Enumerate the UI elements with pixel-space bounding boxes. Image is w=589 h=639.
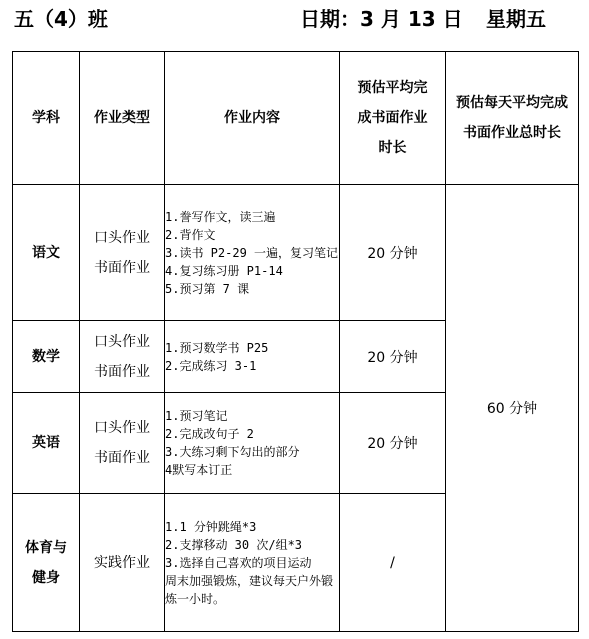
subject-chinese: 语文: [13, 185, 80, 321]
subject-math: 数学: [13, 321, 80, 393]
content-line: 1.预习笔记: [165, 409, 228, 423]
content-line: 2.支撑移动 30 次/组*3: [165, 537, 303, 552]
homework-type: 口头作业 书面作业: [80, 393, 165, 494]
table-header-row: [13, 52, 579, 185]
content-line: 4默写本订正: [165, 463, 233, 477]
header-subject: 学科: [13, 52, 80, 185]
subject-pe: 体育与 健身: [13, 494, 80, 632]
time-estimate: 20 分钟: [340, 185, 446, 321]
time-estimate: 20 分钟: [340, 321, 446, 393]
content-line: 4.复习练习册 P1-14: [165, 263, 283, 278]
weekday-label: 星期五: [486, 7, 546, 31]
date-label: 日期：3 月 13 日: [300, 7, 463, 31]
header-time: 预估平均完 成书面作业 时长: [340, 52, 446, 185]
homework-content: [165, 185, 340, 321]
total-time: 60 分钟: [446, 185, 579, 632]
content-line: 1.1 分钟跳绳*3: [165, 519, 257, 534]
header-type: 作业类型: [80, 52, 165, 185]
content-line: 3.大练习剩下勾出的部分: [165, 445, 300, 459]
homework-type: 口头作业 书面作业: [80, 321, 165, 393]
content-line: 3.选择自己喜欢的项目运动: [165, 555, 312, 570]
time-estimate: /: [340, 494, 446, 632]
header-content: 作业内容: [165, 52, 340, 185]
header-total: 预估每天平均完成 书面作业总时长: [446, 52, 579, 185]
table-row: [13, 185, 579, 321]
homework-table: [12, 51, 579, 632]
content-line: 1.预习数学书 P25: [165, 340, 269, 355]
content-line: 1.誊写作文，读三遍: [165, 209, 276, 224]
content-line: 2.完成改句子 2: [165, 427, 254, 441]
homework-content: [165, 393, 340, 494]
content-line: 周末加强锻炼，建议每天户外锻炼一小时。: [165, 573, 334, 606]
content-line: 5.预习第 7 课: [165, 281, 250, 296]
class-title: 五（4）班: [14, 7, 108, 31]
homework-type: 口头作业 书面作业: [80, 185, 165, 321]
time-estimate: 20 分钟: [340, 393, 446, 494]
homework-content: [165, 321, 340, 393]
content-line: 2.背作文: [165, 227, 216, 242]
content-line: 2.完成练习 3-1: [165, 358, 257, 373]
content-line: 3.读书 P2-29 一遍，复习笔记: [165, 245, 339, 260]
subject-english: 英语: [13, 393, 80, 494]
homework-type: 实践作业: [80, 494, 165, 632]
homework-content: [165, 494, 340, 632]
